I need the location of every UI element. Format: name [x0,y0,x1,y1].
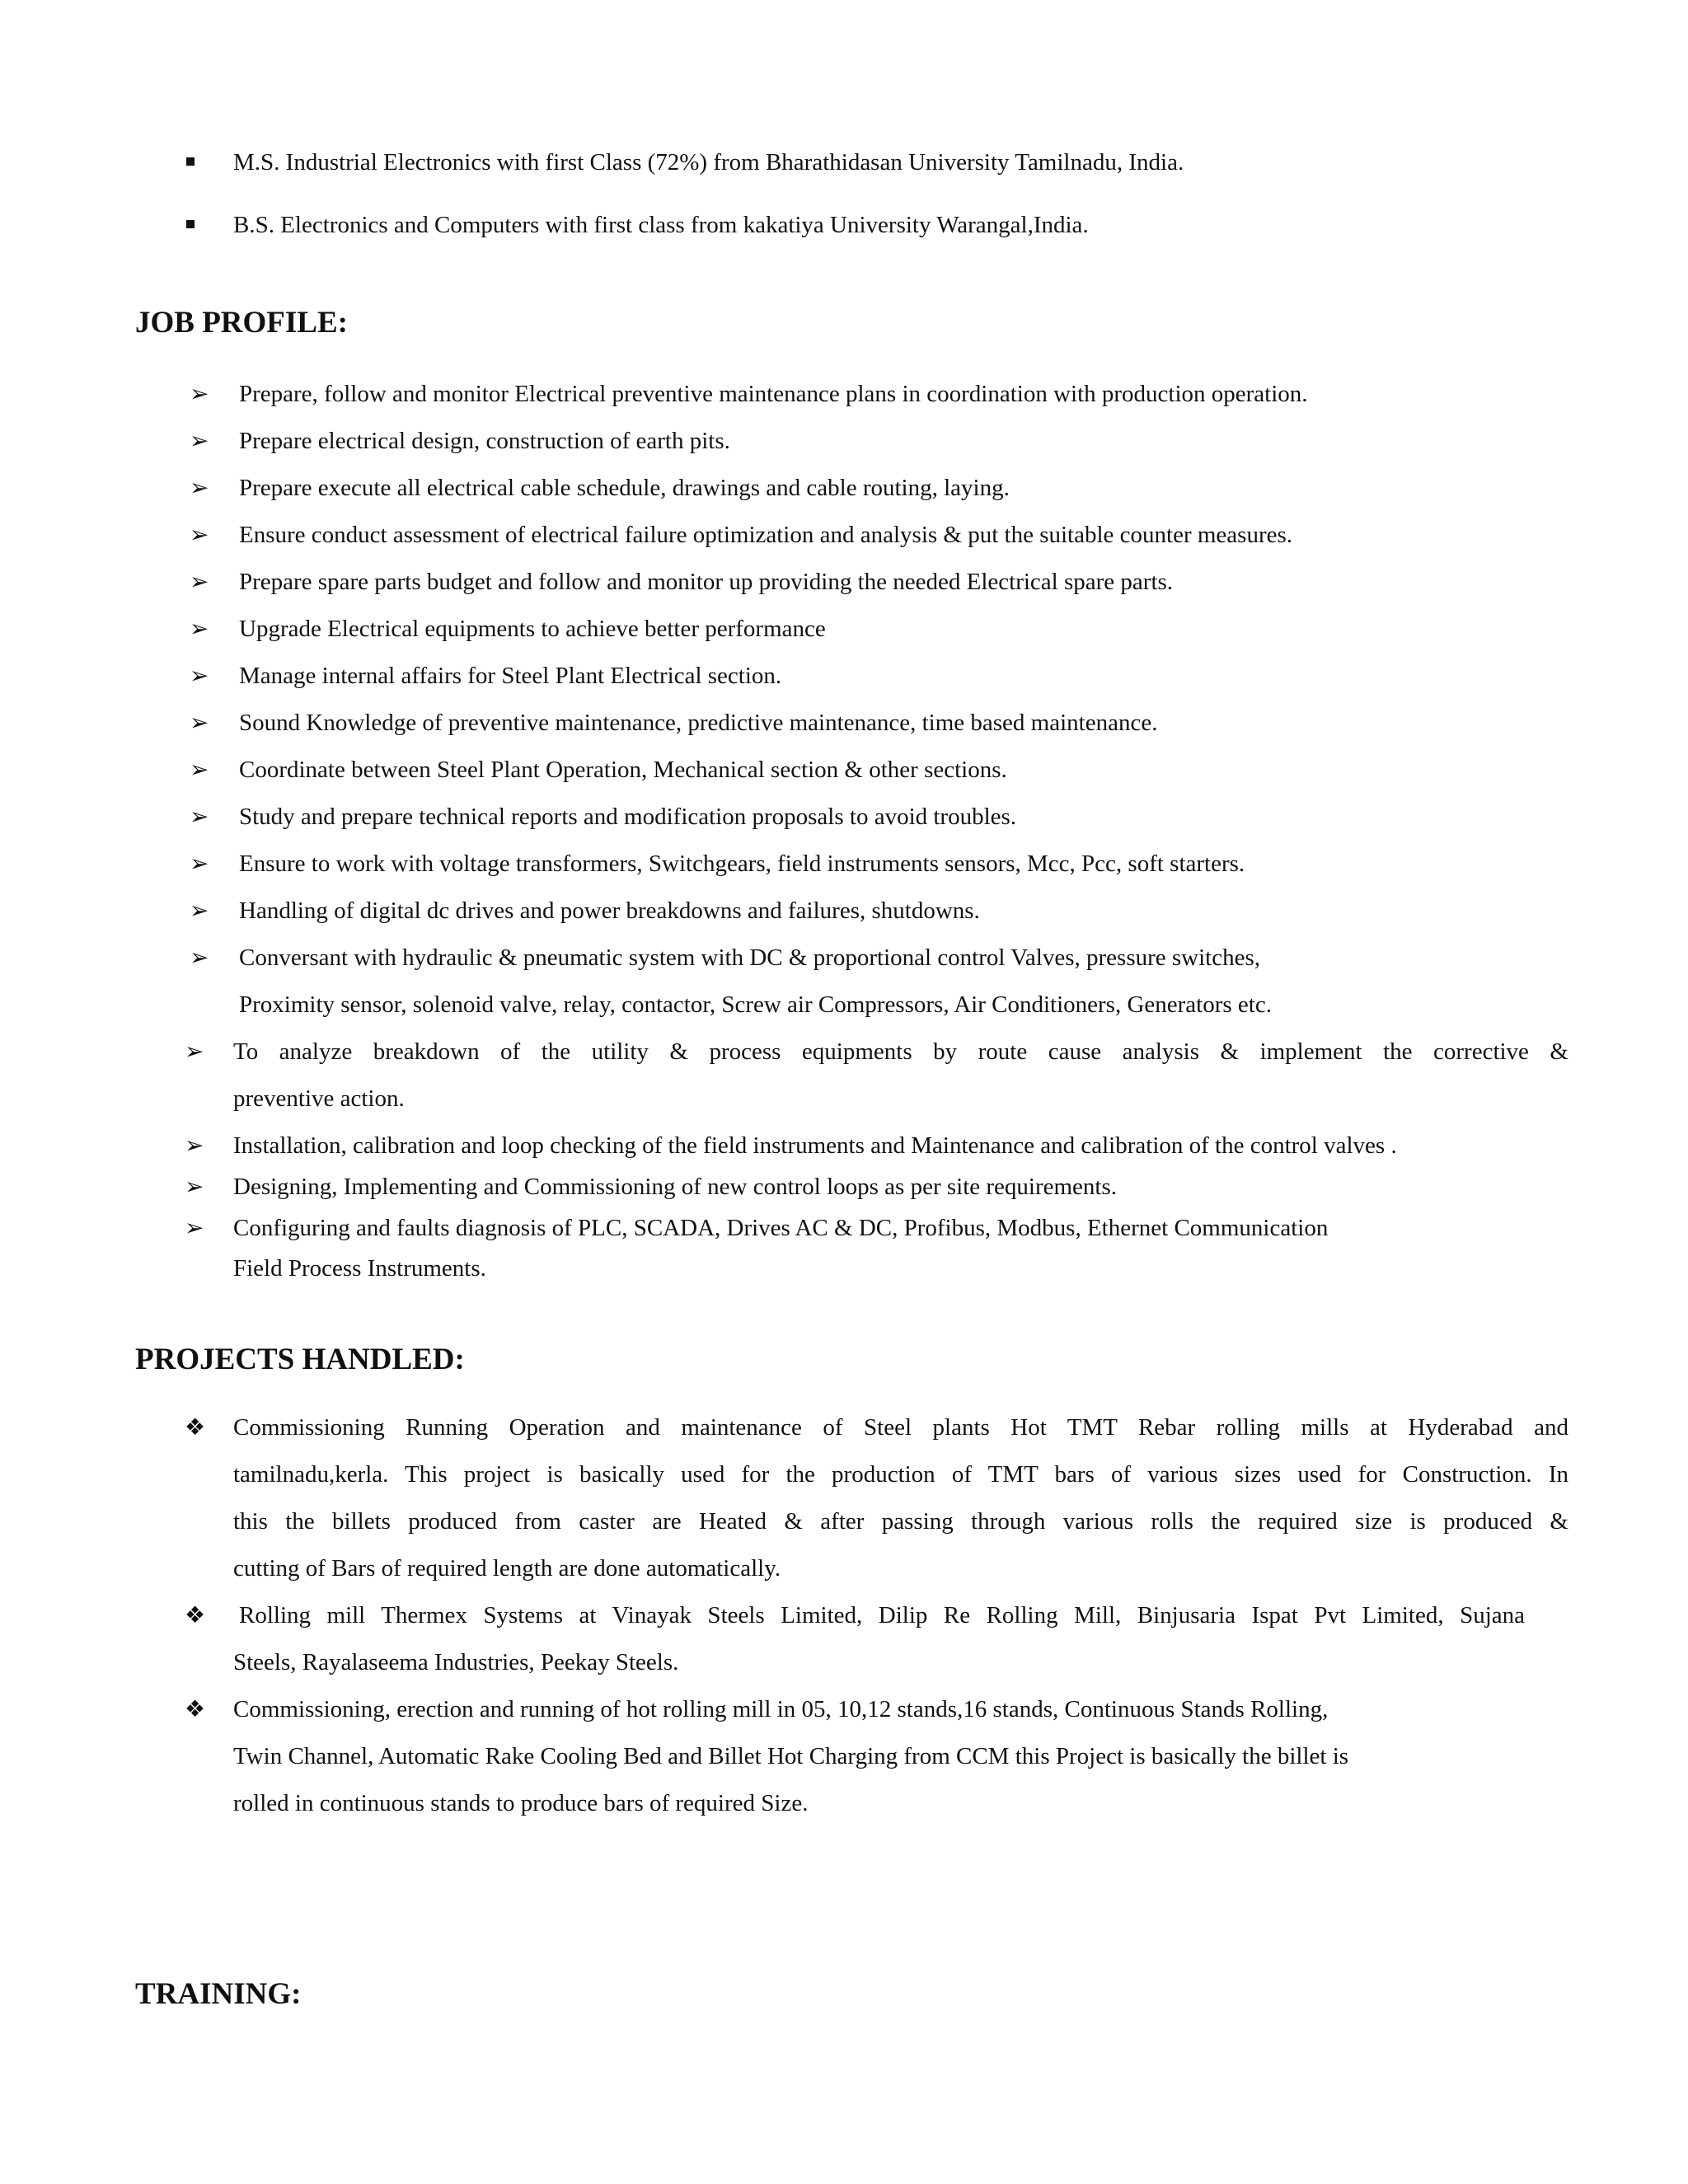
education-item: B.S. Electronics and Computers with first class from kakatiya University Warangal,India. [233,212,1089,238]
diamond-bullet-icon: ❖ [185,1603,206,1629]
project-item-continuation: this the billets produced from caster are Heated & after passing through various rolls the required size is produced & [233,1508,1568,1535]
project-item-continuation: rolled in continuous stands to produce bars of required Size. [233,1790,809,1816]
arrow-bullet-icon: ➢ [190,898,209,924]
job-profile-item: Designing, Implementing and Commissioning of new control loops as per site requirements. [233,1174,1118,1200]
project-item-continuation: cutting of Bars of required length are done automatically. [233,1555,781,1582]
job-profile-item: Ensure conduct assessment of electrical failure optimization and analysis & put the suitable counter measures. [239,522,1293,548]
arrow-bullet-icon: ➢ [190,757,209,783]
job-profile-item-continuation: Field Process Instruments. [233,1255,486,1282]
arrow-bullet-icon: ➢ [190,523,209,548]
arrow-bullet-icon: ➢ [190,616,209,642]
job-profile-item: Upgrade Electrical equipments to achieve better performance [239,616,826,642]
job-profile-item: Handling of digital dc drives and power breakdowns and failures, shutdowns. [239,898,980,924]
job-profile-item: Coordinate between Steel Plant Operation, Mechanical section & other sections. [239,757,1007,783]
job-profile-item: To analyze breakdown of the utility & process equipments by route cause analysis & implement the corrective & [233,1038,1568,1065]
job-profile-item-continuation: preventive action. [233,1085,405,1112]
job-profile-item: Prepare, follow and monitor Electrical preventive maintenance plans in coordination with production operation. [239,381,1308,407]
job-profile-item: Prepare execute all electrical cable schedule, drawings and cable routing, laying. [239,475,1010,501]
arrow-bullet-icon: ➢ [190,851,209,877]
diamond-bullet-icon: ❖ [185,1415,206,1441]
job-profile-heading: JOB PROFILE: [135,306,348,340]
job-profile-item: Study and prepare technical reports and modification proposals to avoid troubles. [239,804,1017,830]
job-profile-item: Conversant with hydraulic & pneumatic system with DC & proportional control Valves, pressure switches, [239,944,1260,971]
education-item: M.S. Industrial Electronics with first Class (72%) from Bharathidasan University Tamilnadu, India. [233,149,1184,176]
project-item-continuation: Steels, Rayalaseema Industries, Peekay Steels. [233,1649,679,1675]
diamond-bullet-icon: ❖ [185,1697,206,1722]
arrow-bullet-icon: ➢ [185,1174,204,1200]
project-item: Commissioning Running Operation and maintenance of Steel plants Hot TMT Rebar rolling mills at Hyderabad and [233,1414,1568,1441]
training-heading: TRAINING: [135,1977,302,2011]
arrow-bullet-icon: ➢ [190,945,209,971]
project-item-continuation: Twin Channel, Automatic Rake Cooling Bed and Billet Hot Charging from CCM this Project is basically the billet is [233,1743,1349,1769]
arrow-bullet-icon: ➢ [185,1216,204,1241]
job-profile-item: Installation, calibration and loop checking of the field instruments and Maintenance and calibration of the control valves . [233,1132,1397,1159]
arrow-bullet-icon: ➢ [190,804,209,830]
job-profile-item: Manage internal affairs for Steel Plant Electrical section. [239,663,782,689]
projects-heading: PROJECTS HANDLED: [135,1343,465,1376]
arrow-bullet-icon: ➢ [190,663,209,689]
arrow-bullet-icon: ➢ [185,1039,204,1065]
job-profile-item-continuation: Proximity sensor, solenoid valve, relay, contactor, Screw air Compressors, Air Conditioners, Generators etc. [239,991,1272,1018]
arrow-bullet-icon: ➢ [190,476,209,501]
job-profile-item: Prepare electrical design, construction of earth pits. [239,428,730,454]
job-profile-item: Sound Knowledge of preventive maintenance, predictive maintenance, time based maintenance. [239,710,1158,736]
arrow-bullet-icon: ➢ [190,569,209,595]
arrow-bullet-icon: ➢ [190,710,209,736]
project-item: Rolling mill Thermex Systems at Vinayak Steels Limited, Dilip Re Rolling Mill, Binjusaria Ispat Pvt Limited, Sujana [239,1602,1525,1629]
arrow-bullet-icon: ➢ [190,429,209,454]
arrow-bullet-icon: ➢ [190,382,209,407]
project-item-continuation: tamilnadu,kerla. This project is basically used for the production of TMT bars of various sizes used for Construction. In [233,1461,1568,1488]
square-bullet-icon [186,220,195,228]
job-profile-item: Configuring and faults diagnosis of PLC, SCADA, Drives AC & DC, Profibus, Modbus, Ethernet Communication [233,1215,1329,1241]
arrow-bullet-icon: ➢ [185,1133,204,1159]
project-item: Commissioning, erection and running of hot rolling mill in 05, 10,12 stands,16 stands, Continuous Stands Rolling, [233,1696,1329,1722]
square-bullet-icon [186,157,195,166]
job-profile-item: Ensure to work with voltage transformers, Switchgears, field instruments sensors, Mcc, Pcc, soft starters. [239,851,1245,877]
job-profile-item: Prepare spare parts budget and follow and monitor up providing the needed Electrical spare parts. [239,569,1174,595]
